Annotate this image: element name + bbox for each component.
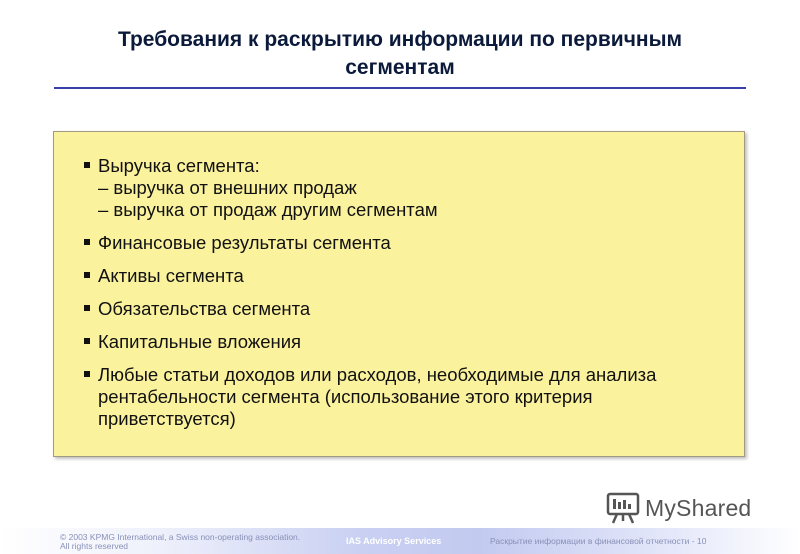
copyright-line1: © 2003 KPMG International, a Swiss non-operating association.: [60, 532, 301, 542]
bullet-text: Финансовые результаты сегмента: [98, 232, 391, 253]
slide-title-line2: сегментам: [345, 56, 455, 79]
sub-bullet-external-sales: – выручка от внешних продаж: [98, 177, 357, 198]
square-bullet-icon: [84, 272, 90, 278]
watermark-logo: [605, 490, 751, 526]
sub-bullet-intersegment-sales: – выручка от продаж другим сегментам: [98, 199, 438, 220]
watermark-text: MyShared: [645, 494, 752, 521]
square-bullet-icon: [84, 338, 90, 344]
footer-service-name: IAS Advisory Services: [346, 536, 442, 546]
bullet-item-segment-assets: [84, 265, 704, 287]
bullet-text: Активы сегмента: [98, 265, 244, 286]
bullet-text: Выручка сегмента:: [98, 155, 260, 176]
square-bullet-icon: [84, 371, 90, 377]
bullet-text: Капитальные вложения: [98, 331, 302, 352]
bullet-text: Обязательства сегмента: [98, 298, 311, 319]
presentation-board-icon: [605, 490, 641, 526]
square-bullet-icon: [84, 162, 90, 168]
slide-title: [40, 26, 760, 82]
bullet-list: [84, 155, 704, 441]
bullet-item-segment-liabilities: [84, 298, 704, 320]
footer-page-label: Раскрытие информации в финансовой отчетности - 10: [490, 536, 707, 546]
copyright-line2: All rights reserved: [60, 541, 129, 551]
bullet-text: Любые статьи доходов или расходов, необходимые для анализа рентабельности сегмента (использование этого критерия приветствуется): [98, 364, 657, 429]
slide-title-line1: Требования к раскрытию информации по первичным: [117, 28, 683, 51]
square-bullet-icon: [84, 239, 90, 245]
bullet-item-other-income-expense: [84, 364, 704, 430]
square-bullet-icon: [84, 305, 90, 311]
copyright-notice: [60, 533, 300, 551]
bullet-item-segment-revenue: [84, 155, 704, 221]
bullet-item-capital-expenditure: [84, 331, 704, 353]
bullet-item-segment-result: [84, 232, 704, 254]
title-divider: [54, 87, 746, 89]
